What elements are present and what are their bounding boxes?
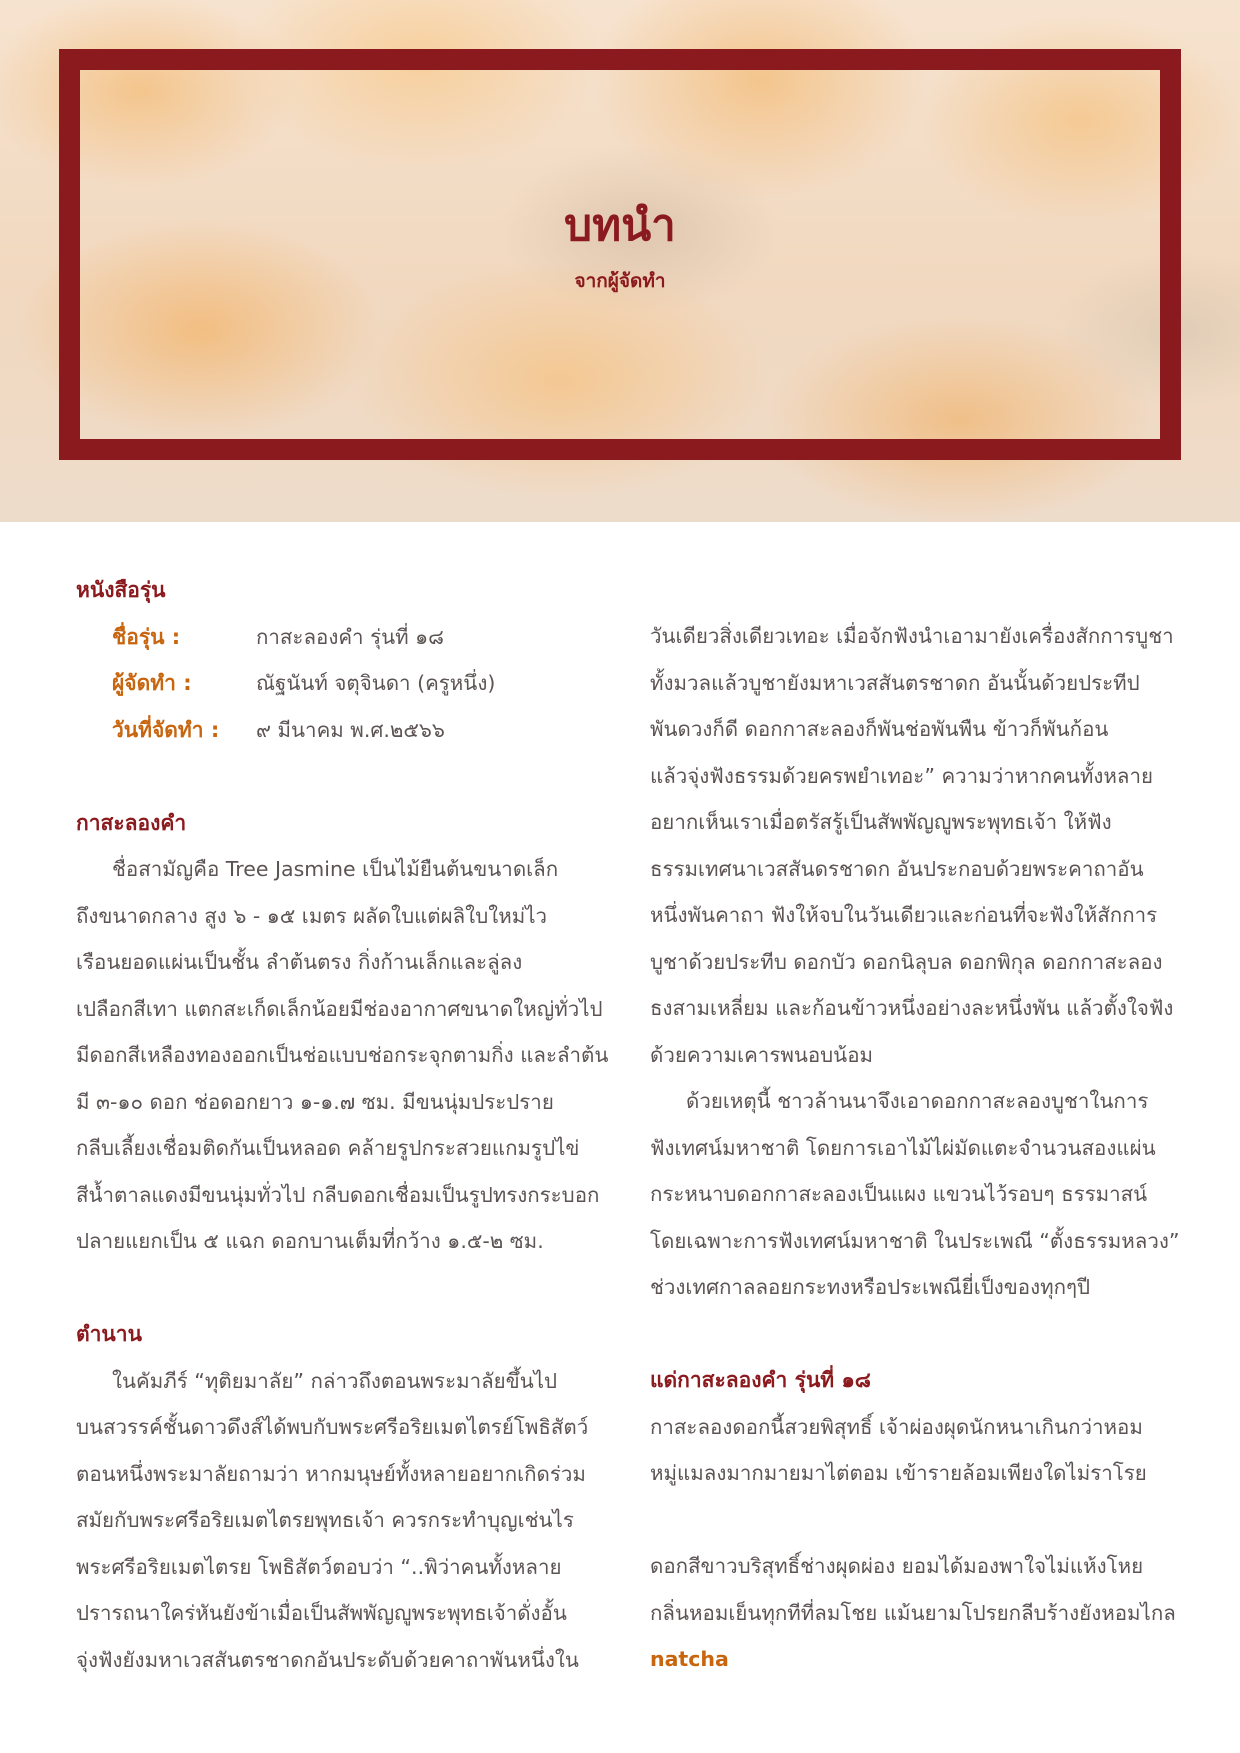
info-value: ๙ มีนาคม พ.ศ.๒๕๖๖ (256, 717, 445, 742)
paragraph-line: ธรรมเทศนาเวสสันดรชาดก อันประกอบด้วยพระคาถาอัน (650, 856, 1144, 881)
poem-line: กาสะลองดอกนี้สวยพิสุทธิ์ เจ้าผ่องผุดนักหนาเกินกว่าหอม (650, 1414, 1143, 1439)
paragraph-line: สมัยกับพระศรีอริยเมตไตรยพุทธเจ้า ควรกระทำบุญเช่นไร (76, 1508, 574, 1532)
paragraph-line: ด้วยเหตุนี้ ชาวล้านนาจึงเอาดอกกาสะลองบูชาในการ (686, 1089, 1149, 1113)
paragraph-line: ปลายแยกเป็น ๕ แฉก ดอกบานเต็มที่กว้าง ๑.๕-๒ ซม. (76, 1229, 544, 1253)
paragraph-line: กระหนาบดอกกาสะลองเป็นแผง แขวนไว้รอบๆ ธรรมาสน์ (650, 1182, 1148, 1206)
info-value: กาสะลองคำ รุ่นที่ ๑๘ (256, 624, 444, 649)
paragraph-line: บนสวรรค์ชั้นดาวดึงส์ได้พบกับพระศรีอริยเมตไตรย์โพธิสัตว์ (76, 1415, 589, 1439)
paragraph-line: แล้วจุ่งฟังธรรมด้วยครพยำเทอะ” ความว่าหากคนทั้งหลาย (650, 763, 1154, 788)
paragraph-line: ฟังเทศน์มหาชาติ โดยการเอาไม้ไผ่มัดแตะจำนวนสองแผ่น (650, 1135, 1156, 1160)
poem-line: กลิ่นหอมเย็นทุกทีที่ลมโชย แม้นยามโปรยกลีบร้างยังหอมไกล (650, 1600, 1176, 1625)
paragraph-line: ในคัมภีร์ “ทุติยมาลัย” กล่าวถึงตอนพระมาลัยขึ้นไป (112, 1368, 558, 1393)
info-row-date (76, 707, 596, 754)
title-frame (59, 49, 1181, 460)
paragraph-line: เรือนยอดแผ่นเป็นชั้น ลำต้นตรง กิ่งก้านเล็กและลู่ลง (76, 950, 523, 974)
paragraph-line: พระศรีอริยเมตไตรย โพธิสัตว์ตอบว่า “..พิว่าคนทั้งหลาย (76, 1554, 562, 1579)
paragraph-line: โดยเฉพาะการฟังเทศน์มหาชาติ ในประเพณี “ตั้งธรรมหลวง” (650, 1228, 1180, 1253)
right-column (650, 613, 1195, 1683)
left-column (76, 567, 609, 1683)
page-title: บทนำ (564, 200, 676, 251)
paragraph-line: ช่วงเทศกาลลอยกระทงหรือประเพณียี่เป็งของทุกๆปี (650, 1275, 1091, 1299)
paragraph-line: เปลือกสีเทา แตกสะเก็ดเล็กน้อยมีช่องอากาศขนาดใหญ่ทั่วไป (76, 996, 603, 1021)
yearbook-heading: หนังสือรุ่น (76, 578, 166, 602)
hero-banner (0, 0, 1240, 522)
paragraph-line: ตอนหนึ่งพระมาลัยถามว่า หากมนุษย์ทั้งหลายอยากเกิดร่วม (76, 1461, 586, 1486)
info-label: วันที่จัดทำ : (112, 717, 220, 742)
paragraph-line: ชื่อสามัญคือ Tree Jasmine เป็นไม้ยืนต้นขนาดเล็ก (112, 857, 559, 881)
paragraph-line: ปรารถนาใคร่หันยังข้าเมื่อเป็นสัพพัญญูพระพุทธเจ้าดั่งอั้น (76, 1601, 567, 1625)
poem-author: natcha (650, 1647, 729, 1671)
info-row-generation (76, 614, 596, 661)
info-row-creator (76, 660, 596, 707)
paragraph-line: พันดวงก็ดี ดอกกาสะลองก็พันช่อพันพืน ข้าวก็พันก้อน (650, 717, 1109, 741)
paragraph-line: จุ่งฟังยังมหาเวสสันตรชาดกอันประดับด้วยคาถาพันหนึ่งใน (76, 1647, 579, 1672)
paragraph-line: อยากเห็นเราเมื่อตรัสรู้เป็นสัพพัญญูพระพุทธเจ้า ให้ฟัง (650, 810, 1112, 834)
poem-line: ดอกสีขาวบริสุทธิ์ช่างผุดผ่อง ยอมได้มองพาใจไม่แห้งโหย (650, 1554, 1144, 1578)
poem-line: หมู่แมลงมากมายมาไต่ตอม เข้ารายล้อมเพียงใดไม่ราโรย (650, 1461, 1147, 1485)
paragraph-line: ธงสามเหลี่ยม และก้อนข้าวหนึ่งอย่างละหนึ่งพัน แล้วตั้งใจฟัง (650, 996, 1174, 1020)
paragraph-line: ทั้งมวลแล้วบูชายังมหาเวสสันตรชาดก อันนั้นด้วยประทีป (650, 670, 1140, 695)
paragraph-line: ด้วยความเคารพนอบน้อม (650, 1042, 874, 1067)
paragraph-line: มีดอกสีเหลืองทองออกเป็นช่อแบบช่อกระจุกตามกิ่ง และลำต้น (76, 1043, 609, 1067)
paragraph-line: วันเดียวสิ่งเดียวเทอะ เมื่อจักฟังนำเอามายังเครื่องสักการบูชา (650, 624, 1174, 648)
paragraph-line: สีน้ำตาลแดงมีขนนุ่มทั่วไป กลีบดอกเชื่อมเป็นรูปทรงกระบอก (76, 1182, 600, 1207)
paragraph-line: บูชาด้วยประทีบ ดอกบัว ดอกนิลุบล ดอกพิกุล ดอกกาสะลอง (650, 949, 1163, 974)
kasalong-heading: กาสะลองคำ (76, 810, 187, 835)
paragraph-line: ถึงขนาดกลาง สูง ๖ - ๑๕ เมตร ผลัดใบแต่ผลิใบใหม่ไว (76, 903, 548, 928)
page-subtitle: จากผู้จัดทำ (574, 270, 666, 292)
info-label: ผู้จัดทำ : (112, 671, 192, 695)
legend-heading: ตำนาน (76, 1322, 142, 1346)
poem-heading: แด่กาสะลองคำ รุ่นที่ ๑๘ (650, 1368, 871, 1392)
info-label: ชื่อรุ่น : (112, 624, 181, 649)
paragraph-line: มี ๓-๑๐ ดอก ช่อดอกยาว ๑-๑.๗ ซม. มีขนนุ่มประปราย (76, 1089, 554, 1114)
paragraph-line: กลีบเลี้ยงเชื่อมติดกันเป็นหลอด คล้ายรูปกระสวยแกมรูปไข่ (76, 1136, 580, 1160)
paragraph-line: หนึ่งพันคาถา ฟังให้จบในวันเดียวและก่อนที่จะฟังให้สักการ (650, 903, 1158, 927)
info-value: ณัฐนันท์ จตุจินดา (ครูหนึ่ง) (256, 671, 496, 695)
